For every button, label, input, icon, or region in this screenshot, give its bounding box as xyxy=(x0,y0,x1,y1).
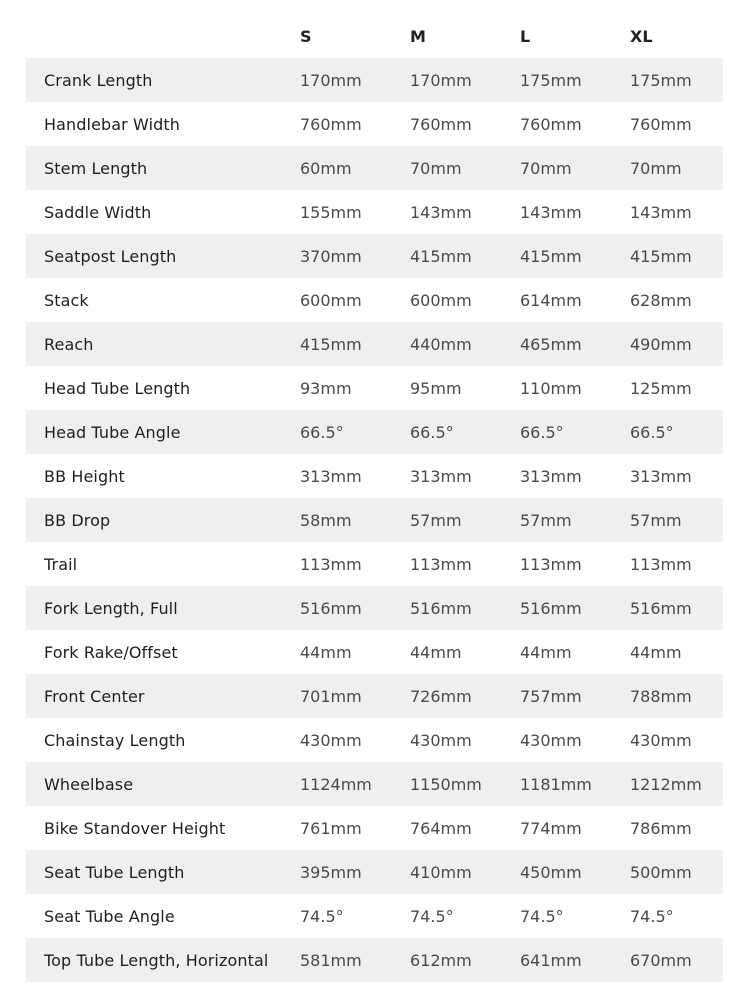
table-row xyxy=(26,850,723,894)
table-body xyxy=(26,58,723,982)
cell-value-m: 170mm xyxy=(410,70,472,90)
cell-value-s: 516mm xyxy=(300,598,362,618)
cell-value-xl: 415mm xyxy=(630,246,692,266)
cell-value-m: 57mm xyxy=(410,510,462,530)
cell-value-l: 415mm xyxy=(520,246,582,266)
row-label: Top Tube Length, Horizontal xyxy=(44,950,269,970)
cell-value-xl: 760mm xyxy=(630,114,692,134)
row-label: Front Center xyxy=(44,686,145,706)
cell-value-s: 430mm xyxy=(300,730,362,750)
table-row xyxy=(26,278,723,322)
row-label: BB Drop xyxy=(44,510,111,530)
cell-value-s: 1124mm xyxy=(300,774,372,794)
geometry-table xyxy=(26,14,723,982)
row-label: Stem Length xyxy=(44,158,148,178)
cell-value-m: 415mm xyxy=(410,246,472,266)
cell-value-l: 641mm xyxy=(520,950,582,970)
row-label: Head Tube Angle xyxy=(44,422,181,442)
table-row xyxy=(26,234,723,278)
cell-value-xl: 490mm xyxy=(630,334,692,354)
cell-value-xl: 74.5° xyxy=(630,906,674,926)
cell-value-m: 113mm xyxy=(410,554,472,574)
cell-value-xl: 70mm xyxy=(630,158,682,178)
cell-value-xl: 113mm xyxy=(630,554,692,574)
cell-value-xl: 57mm xyxy=(630,510,682,530)
cell-value-xl: 670mm xyxy=(630,950,692,970)
row-label: Stack xyxy=(44,290,89,310)
cell-value-s: 370mm xyxy=(300,246,362,266)
cell-value-s: 155mm xyxy=(300,202,362,222)
table-row xyxy=(26,542,723,586)
cell-value-xl: 516mm xyxy=(630,598,692,618)
header-size-l: L xyxy=(520,26,531,46)
row-label: Seat Tube Angle xyxy=(44,906,175,926)
cell-value-l: 516mm xyxy=(520,598,582,618)
cell-value-xl: 313mm xyxy=(630,466,692,486)
cell-value-s: 701mm xyxy=(300,686,362,706)
cell-value-xl: 786mm xyxy=(630,818,692,838)
cell-value-m: 612mm xyxy=(410,950,472,970)
cell-value-m: 764mm xyxy=(410,818,472,838)
cell-value-xl: 125mm xyxy=(630,378,692,398)
header-size-xl: XL xyxy=(630,26,653,46)
cell-value-l: 760mm xyxy=(520,114,582,134)
table-row xyxy=(26,410,723,454)
cell-value-s: 415mm xyxy=(300,334,362,354)
table-row xyxy=(26,454,723,498)
cell-value-s: 60mm xyxy=(300,158,352,178)
cell-value-l: 1181mm xyxy=(520,774,592,794)
cell-value-l: 66.5° xyxy=(520,422,564,442)
cell-value-xl: 143mm xyxy=(630,202,692,222)
cell-value-xl: 628mm xyxy=(630,290,692,310)
cell-value-l: 757mm xyxy=(520,686,582,706)
table-row xyxy=(26,322,723,366)
cell-value-xl: 788mm xyxy=(630,686,692,706)
cell-value-s: 44mm xyxy=(300,642,352,662)
cell-value-m: 410mm xyxy=(410,862,472,882)
cell-value-l: 465mm xyxy=(520,334,582,354)
cell-value-m: 440mm xyxy=(410,334,472,354)
cell-value-m: 726mm xyxy=(410,686,472,706)
cell-value-m: 74.5° xyxy=(410,906,454,926)
cell-value-m: 600mm xyxy=(410,290,472,310)
table-row xyxy=(26,762,723,806)
table-row xyxy=(26,718,723,762)
table-row xyxy=(26,366,723,410)
row-label: Wheelbase xyxy=(44,774,134,794)
cell-value-l: 113mm xyxy=(520,554,582,574)
header-size-s: S xyxy=(300,26,312,46)
cell-value-m: 313mm xyxy=(410,466,472,486)
cell-value-l: 57mm xyxy=(520,510,572,530)
cell-value-l: 430mm xyxy=(520,730,582,750)
table-row xyxy=(26,806,723,850)
row-label: Saddle Width xyxy=(44,202,152,222)
row-label: Fork Length, Full xyxy=(44,598,178,618)
table-row xyxy=(26,146,723,190)
cell-value-s: 395mm xyxy=(300,862,362,882)
row-label: Head Tube Length xyxy=(44,378,191,398)
cell-value-s: 581mm xyxy=(300,950,362,970)
row-label: Fork Rake/Offset xyxy=(44,642,178,662)
table-header-row xyxy=(26,14,723,58)
cell-value-xl: 430mm xyxy=(630,730,692,750)
header-label-column xyxy=(26,14,300,58)
cell-value-m: 66.5° xyxy=(410,422,454,442)
row-label: Trail xyxy=(44,554,78,574)
cell-value-xl: 1212mm xyxy=(630,774,702,794)
cell-value-l: 175mm xyxy=(520,70,582,90)
cell-value-xl: 44mm xyxy=(630,642,682,662)
cell-value-m: 1150mm xyxy=(410,774,482,794)
cell-value-m: 95mm xyxy=(410,378,462,398)
table-row xyxy=(26,58,723,102)
cell-value-s: 313mm xyxy=(300,466,362,486)
cell-value-xl: 500mm xyxy=(630,862,692,882)
row-label: BB Height xyxy=(44,466,125,486)
cell-value-m: 70mm xyxy=(410,158,462,178)
table-row xyxy=(26,938,723,982)
row-label: Seatpost Length xyxy=(44,246,177,266)
cell-value-s: 74.5° xyxy=(300,906,344,926)
cell-value-s: 600mm xyxy=(300,290,362,310)
table-row xyxy=(26,894,723,938)
cell-value-l: 450mm xyxy=(520,862,582,882)
cell-value-l: 143mm xyxy=(520,202,582,222)
cell-value-m: 44mm xyxy=(410,642,462,662)
cell-value-l: 74.5° xyxy=(520,906,564,926)
cell-value-s: 93mm xyxy=(300,378,352,398)
cell-value-l: 614mm xyxy=(520,290,582,310)
row-label: Bike Standover Height xyxy=(44,818,226,838)
table-row xyxy=(26,630,723,674)
table-row xyxy=(26,190,723,234)
row-label: Seat Tube Length xyxy=(44,862,185,882)
cell-value-m: 430mm xyxy=(410,730,472,750)
cell-value-l: 70mm xyxy=(520,158,572,178)
cell-value-l: 44mm xyxy=(520,642,572,662)
cell-value-xl: 66.5° xyxy=(630,422,674,442)
table-row xyxy=(26,674,723,718)
table-row xyxy=(26,586,723,630)
cell-value-s: 760mm xyxy=(300,114,362,134)
row-label: Chainstay Length xyxy=(44,730,186,750)
table-row xyxy=(26,498,723,542)
cell-value-s: 113mm xyxy=(300,554,362,574)
cell-value-s: 170mm xyxy=(300,70,362,90)
header-size-m: M xyxy=(410,26,426,46)
row-label: Crank Length xyxy=(44,70,153,90)
cell-value-xl: 175mm xyxy=(630,70,692,90)
cell-value-s: 761mm xyxy=(300,818,362,838)
row-label: Reach xyxy=(44,334,94,354)
cell-value-m: 760mm xyxy=(410,114,472,134)
cell-value-l: 110mm xyxy=(520,378,582,398)
cell-value-l: 313mm xyxy=(520,466,582,486)
cell-value-m: 516mm xyxy=(410,598,472,618)
cell-value-s: 66.5° xyxy=(300,422,344,442)
cell-value-s: 58mm xyxy=(300,510,352,530)
table-row xyxy=(26,102,723,146)
cell-value-m: 143mm xyxy=(410,202,472,222)
row-label: Handlebar Width xyxy=(44,114,181,134)
cell-value-l: 774mm xyxy=(520,818,582,838)
